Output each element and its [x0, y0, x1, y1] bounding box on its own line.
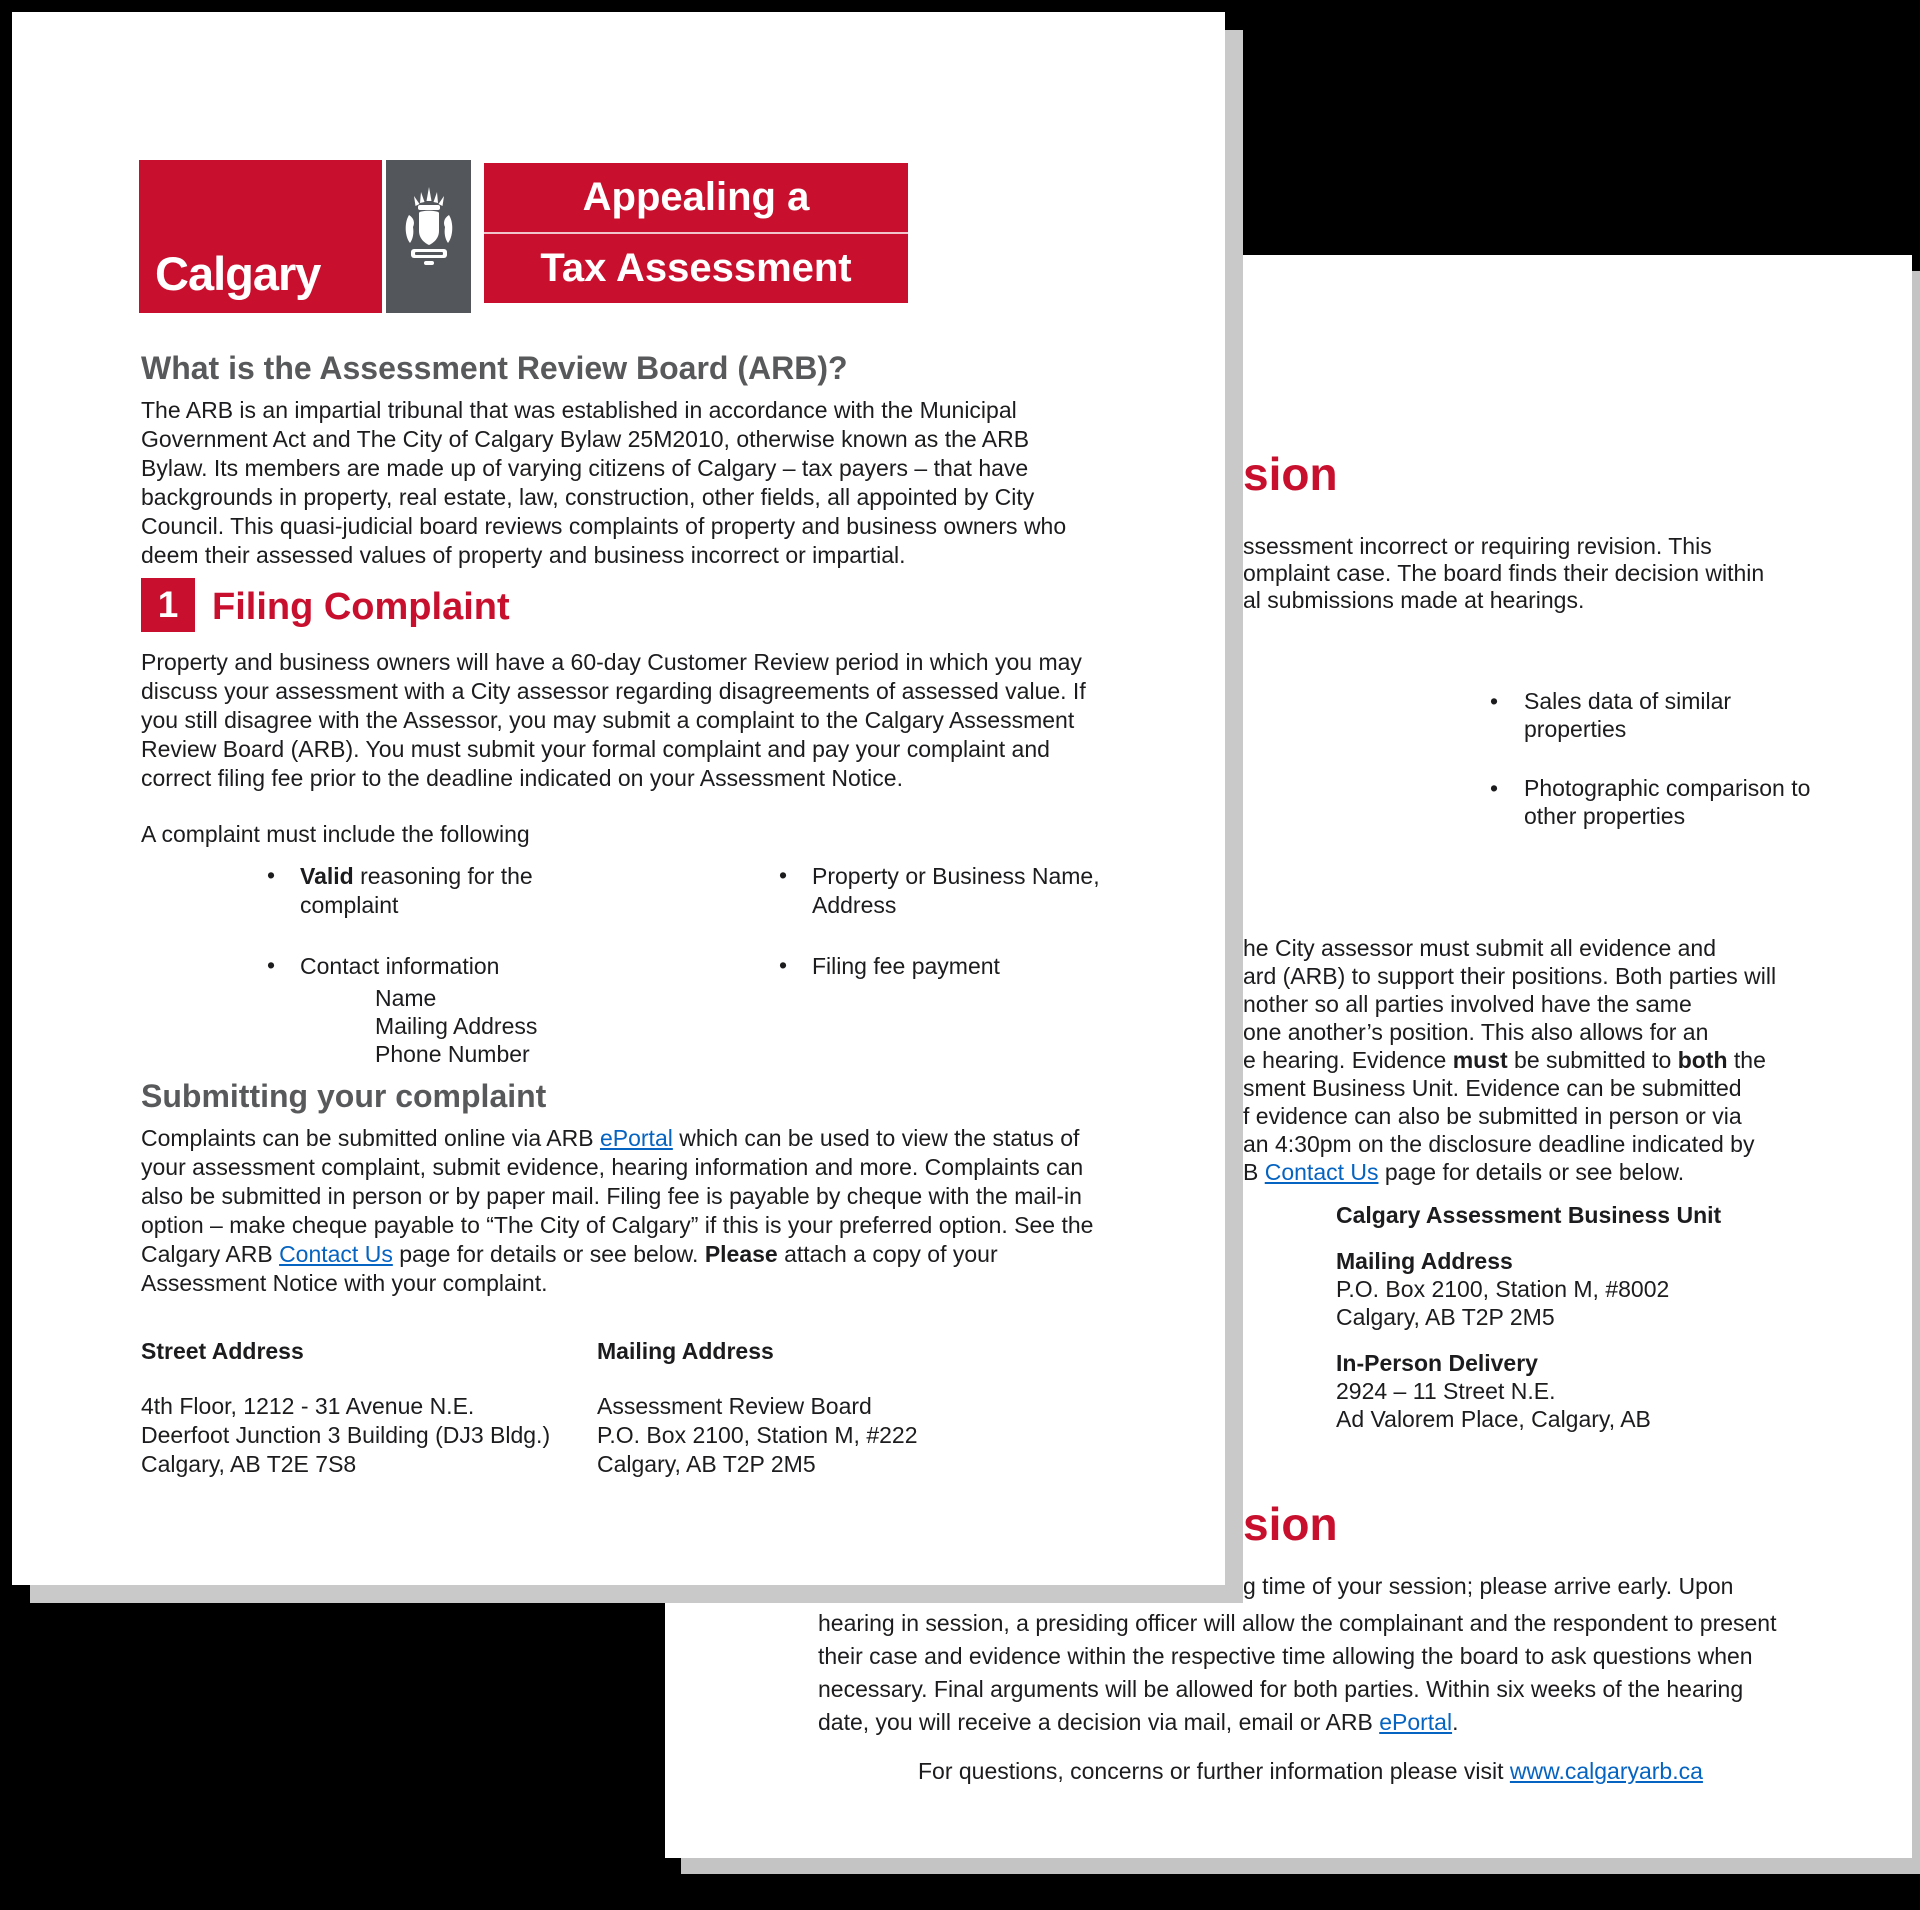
bullet-filing-fee-payment: Filing fee payment [812, 953, 1000, 979]
bullet-dot-icon: • [1490, 775, 1499, 801]
eportal-link[interactable]: ePortal [1379, 1709, 1453, 1735]
street-address-block [141, 1392, 550, 1479]
page2-evidence-line: he City assessor must submit all evidence and [1243, 935, 1716, 961]
page2-evidence-line: an 4:30pm on the disclosure deadline indicated by [1243, 1131, 1755, 1157]
business-unit-delivery-line: 2924 – 11 Street N.E. [1336, 1378, 1556, 1404]
bullet-dot-icon: • [267, 952, 276, 978]
business-unit-delivery-label: In-Person Delivery [1336, 1350, 1538, 1376]
text-segment: page for details or see below. [392, 1241, 705, 1267]
text-segment: For questions, concerns or further information please visit [918, 1758, 1510, 1784]
page2-intro-line: ssessment incorrect or requiring revision. This [1243, 533, 1712, 559]
text-segment: B [1243, 1159, 1265, 1185]
contact-sub-name: Name [375, 985, 437, 1011]
eportal-link[interactable]: ePortal [599, 1125, 673, 1151]
mailing-address-block [597, 1392, 918, 1479]
text-segment: Complaints can be submitted online via ARB [141, 1125, 600, 1151]
page2-hearing-line: necessary. Final arguments will be allowed for both parties. Within six weeks of the hearing [818, 1676, 1744, 1702]
contact-us-link[interactable]: Contact Us [1264, 1159, 1379, 1185]
calgaryarb-link[interactable]: www.calgaryarb.ca [1509, 1758, 1703, 1784]
page2-evidence-line: nother so all parties involved have the same [1243, 991, 1692, 1017]
page2-bullet-line: Photographic comparison to [1524, 775, 1811, 801]
bullet-dot-icon: • [1490, 688, 1499, 714]
bullet-dot-icon: • [779, 952, 788, 978]
text-segment: e hearing. Evidence [1243, 1047, 1453, 1073]
calgary-crest-box [386, 160, 471, 313]
business-unit-mailing-line: P.O. Box 2100, Station M, #8002 [1336, 1276, 1670, 1302]
street-address-line: Deerfoot Junction 3 Building (DJ3 Bldg.) [141, 1422, 551, 1448]
filing-complaint-heading: Filing Complaint [212, 586, 510, 628]
page2-intro-line: omplaint case. The board finds their decision within [1243, 560, 1765, 586]
text-segment: the [1727, 1047, 1766, 1073]
street-address-line: 4th Floor, 1212 - 31 Avenue N.E. [141, 1393, 475, 1419]
page2-bullet-line: other properties [1524, 803, 1686, 829]
page2-section-heading-fragment: sion [1243, 1498, 1338, 1550]
page2-contact-line [1243, 1159, 1684, 1186]
text-segment: . [1452, 1709, 1459, 1735]
contact-sub-phone-number: Phone Number [375, 1041, 530, 1067]
bold-text: both [1677, 1047, 1728, 1073]
bullet-valid-reasoning [300, 862, 580, 920]
bullet-contact-information: Contact information [300, 953, 500, 979]
calgary-logo-box [139, 160, 382, 313]
street-address-line: Calgary, AB T2E 7S8 [141, 1451, 357, 1477]
street-address-heading: Street Address [141, 1338, 304, 1364]
coat-of-arms-icon [401, 185, 457, 289]
bold-text: Please [704, 1241, 778, 1267]
business-unit-heading: Calgary Assessment Business Unit [1336, 1202, 1722, 1228]
mailing-address-line: Assessment Review Board [597, 1393, 872, 1419]
business-unit-delivery-line: Ad Valorem Place, Calgary, AB [1336, 1406, 1651, 1432]
business-unit-mailing-label: Mailing Address [1336, 1248, 1513, 1274]
arb-section-heading: What is the Assessment Review Board (ARB)? [141, 350, 848, 386]
page2-footer [918, 1758, 1703, 1785]
contact-us-link[interactable]: Contact Us [279, 1241, 393, 1267]
bullet-dot-icon: • [267, 862, 276, 888]
complaint-include-intro: A complaint must include the following [141, 821, 530, 847]
page2-bullet-line: properties [1524, 716, 1627, 742]
step-number-box: 1 [141, 578, 195, 632]
page2-hearing-line: hearing in session, a presiding officer will allow the complainant and the respondent to present [818, 1610, 1777, 1636]
bold-text: Valid [300, 863, 354, 889]
page2-evidence-line-bold [1243, 1047, 1766, 1074]
page2-hearing-fragment: g time of your session; please arrive early. Upon [1243, 1573, 1734, 1599]
mailing-address-heading: Mailing Address [597, 1338, 774, 1364]
bullet-dot-icon: • [779, 862, 788, 888]
page2-evidence-line: ard (ARB) to support their positions. Both parties will [1243, 963, 1777, 989]
page2-bullet-line: Sales data of similar [1524, 688, 1732, 714]
text-segment: date, you will receive a decision via mail, email or ARB [818, 1709, 1380, 1735]
document-page-1 [12, 12, 1225, 1585]
title-banner-line2: Tax Assessment [484, 232, 908, 303]
mailing-address-line: P.O. Box 2100, Station M, #222 [597, 1422, 918, 1448]
title-banner [484, 163, 908, 303]
title-banner-line1: Appealing a [582, 175, 810, 219]
business-unit-mailing-line: Calgary, AB T2P 2M5 [1336, 1304, 1555, 1330]
text-segment: which can be used to view the status of your assessment complaint, submit evidence, hearing information and more. Complaints can also be submitted in person or by paper mail. Filing fee is payable by cheque with the mail-in option – make cheque payable to “The City of Calgary” if this is your preferred option. See the Calgary ARB [141, 1125, 1094, 1267]
contact-sub-mailing-address: Mailing Address [375, 1013, 538, 1039]
arb-section-body: The ARB is an impartial tribunal that was established in accordance with the Municipal Government Act and The City of Calgary Bylaw 25M2010, otherwise known as the ARB Bylaw. Its members are made up of varying citizens of Calgary – tax payers – that have backgrounds in property, real estate, law, construction, other fields, all appointed by City Council. This quasi-judicial board reviews complaints of property and business owners who deem their assessed values of property and business incorrect or impartial. [141, 397, 1067, 568]
mailing-address-line: Calgary, AB T2P 2M5 [597, 1451, 816, 1477]
bold-text: must [1452, 1047, 1508, 1073]
page2-intro-line: al submissions made at hearings. [1243, 587, 1585, 613]
page2-evidence-line: sment Business Unit. Evidence can be submitted [1243, 1075, 1742, 1101]
page2-hearing-line: their case and evidence within the respective time allowing the board to ask questions when [818, 1643, 1753, 1669]
text-segment: attach a copy of your Assessment Notice with your complaint. [141, 1241, 998, 1296]
bullet-property-business-name: Property or Business Name, Address [812, 863, 1100, 918]
page2-section-heading-fragment: sion [1243, 448, 1338, 500]
page2-evidence-line: one another’s position. This also allows for an [1243, 1019, 1709, 1045]
submitting-body [141, 1124, 1106, 1298]
submitting-heading: Submitting your complaint [141, 1078, 547, 1114]
page2-decision-line [818, 1709, 1458, 1736]
calgary-wordmark: Calgary [155, 247, 321, 300]
page2-evidence-line: f evidence can also be submitted in person or via [1243, 1103, 1742, 1129]
text-segment: be submitted to [1507, 1047, 1678, 1073]
text-segment: page for details or see below. [1378, 1159, 1685, 1185]
text-segment: reasoning for the complaint [300, 863, 533, 918]
filing-complaint-body: Property and business owners will have a 60-day Customer Review period in which you may discuss your assessment with a City assessor regarding disagreements of assessed value. If you still disagree with the Assessor, you may submit a complaint to the Calgary Assessment Review Board (ARB). You must submit your formal complaint and pay your complaint and correct filing fee prior to the deadline indicated on your Assessment Notice. [141, 649, 1086, 791]
